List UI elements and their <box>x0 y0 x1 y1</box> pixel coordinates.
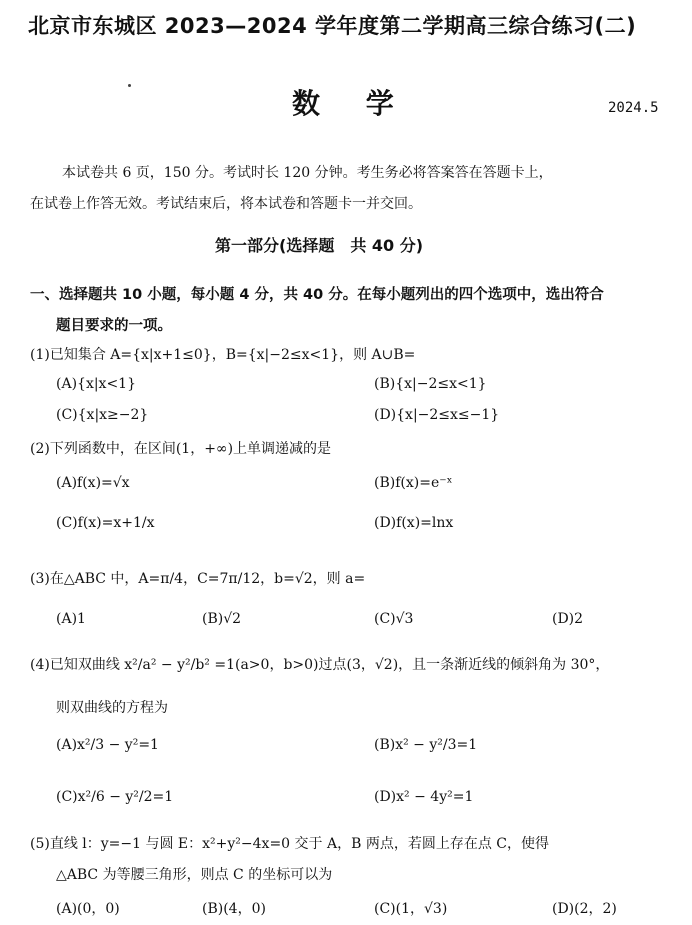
question-5-stem: (5)直线 l：y=−1 与圆 E：x²+y²−4x=0 交于 A，B 两点，若圆上存在点 C，使得 <box>30 836 549 852</box>
question-4-option-a: (A)x²/3 − y²=1 <box>56 737 159 753</box>
question-2-stem: (2)下列函数中，在区间(1，+∞)上单调递减的是 <box>30 441 332 457</box>
section-heading-line-1: 一、选择题共 10 小题，每小题 4 分，共 40 分。在每小题列出的四个选项中，选出符合 <box>30 287 604 303</box>
question-3-option-a: (A)1 <box>56 611 86 627</box>
question-4-option-b: (B)x² − y²/3=1 <box>374 737 478 753</box>
question-5-stem-2: △ABC 为等腰三角形，则点 C 的坐标可以为 <box>56 867 333 883</box>
question-5-option-b: (B)(4，0) <box>202 901 266 917</box>
question-4-option-d: (D)x² − 4y²=1 <box>374 789 474 805</box>
subject-title: 数 学 <box>292 87 412 120</box>
question-5-option-d: (D)(2，2) <box>552 901 617 917</box>
question-3-stem: (3)在△ABC 中，A=π/4，C=7π/12，b=√2，则 a= <box>30 571 366 587</box>
instructions-line-1: 本试卷共 6 页，150 分。考试时长 120 分钟。考生务必将答案答在答题卡上， <box>62 165 553 181</box>
question-3-option-c: (C)√3 <box>374 611 414 627</box>
question-4-option-c: (C)x²/6 − y²/2=1 <box>56 789 174 805</box>
scan-speck <box>128 84 131 87</box>
question-3-option-b: (B)√2 <box>202 611 242 627</box>
section-heading-line-2: 题目要求的一项。 <box>56 318 172 334</box>
question-2-option-b: (B)f(x)=e⁻ˣ <box>374 475 453 491</box>
question-1-stem: (1)已知集合 A={x|x+1≤0}，B={x|−2≤x<1}，则 A∪B= <box>30 347 416 363</box>
instructions-line-2: 在试卷上作答无效。考试结束后，将本试卷和答题卡一并交回。 <box>30 196 422 212</box>
question-5-option-c: (C)(1，√3) <box>374 901 448 917</box>
exam-header: 北京市东城区 2023—2024 学年度第二学期高三综合练习(二) <box>28 14 637 38</box>
part-title: 第一部分(选择题 共 40 分) <box>215 236 424 255</box>
question-1-option-a: (A){x|x<1} <box>56 376 136 392</box>
question-5-option-a: (A)(0，0) <box>56 901 120 917</box>
question-1-option-d: (D){x|−2≤x≤−1} <box>374 407 500 423</box>
question-3-option-d: (D)2 <box>552 611 584 627</box>
question-2-option-c: (C)f(x)=x+1/x <box>56 515 155 531</box>
question-4-stem-2: 则双曲线的方程为 <box>56 700 168 716</box>
exam-date: 2024.5 <box>608 100 659 116</box>
question-2-option-d: (D)f(x)=lnx <box>374 515 454 531</box>
question-4-stem: (4)已知双曲线 x²/a² − y²/b² =1(a>0，b>0)过点(3，√2)，且一条渐近线的倾斜角为 30°， <box>30 657 610 673</box>
question-2-option-a: (A)f(x)=√x <box>56 475 130 491</box>
question-1-option-b: (B){x|−2≤x<1} <box>374 376 487 392</box>
question-1-option-c: (C){x|x≥−2} <box>56 407 149 423</box>
